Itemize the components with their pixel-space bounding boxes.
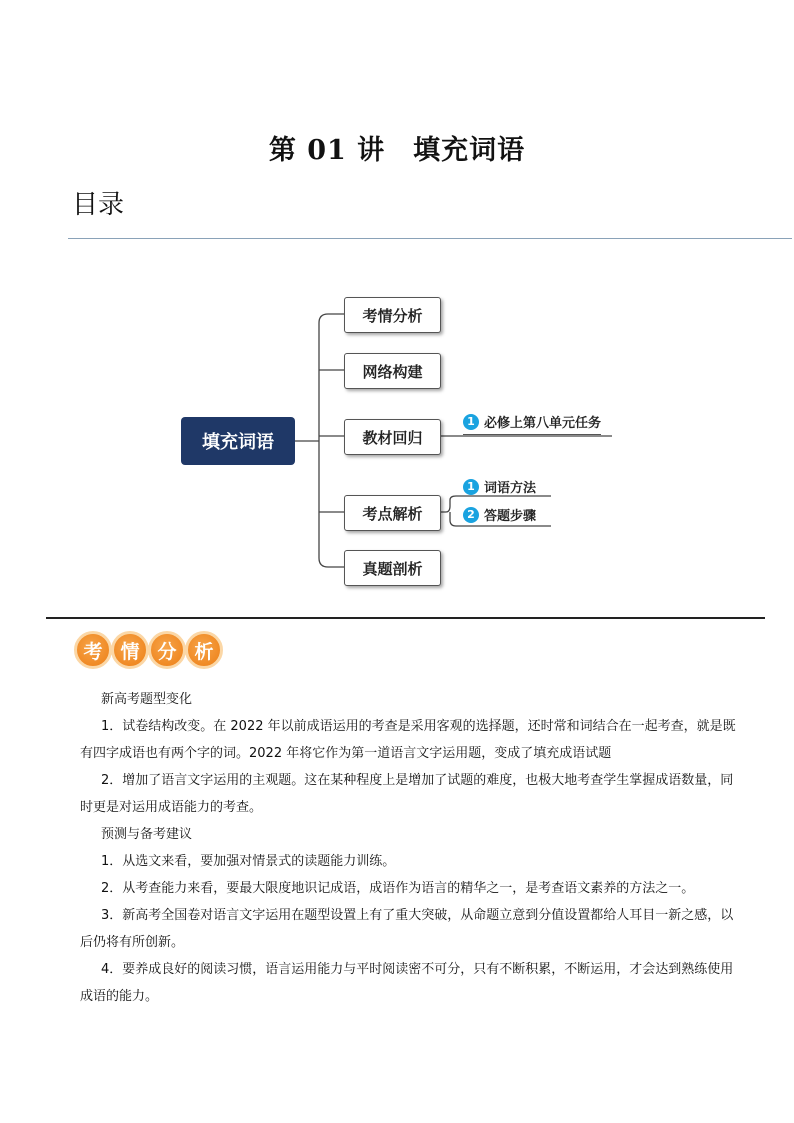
mindmap-leaf-keypoint-1	[463, 477, 536, 499]
mindmap-branch-exam-analysis: 考情分析	[344, 297, 441, 333]
toc-heading: 目录	[72, 190, 125, 220]
paragraph: 1．从选文来看，要加强对情景式的读题能力训练。	[101, 854, 396, 869]
page-title: 第 01 讲 填充词语	[268, 135, 526, 166]
leaf-label: 答题步骤	[484, 509, 537, 524]
section-badge-char: 析	[185, 631, 223, 669]
mindmap-root: 填充词语	[181, 417, 295, 465]
number-badge-icon: 2	[463, 507, 479, 523]
paragraph: 2．增加了语言文字运用的主观题。这在某种程度上是增加了试题的难度，也极大地考查学生掌握成语数量，同时更是对运用成语能力的考查。	[80, 773, 734, 815]
section-divider	[46, 617, 765, 619]
section-badge-char: 情	[111, 631, 149, 669]
mindmap-branch-real-questions: 真题剖析	[344, 550, 441, 586]
leaf-label: 词语方法	[484, 481, 537, 496]
mindmap-branch-key-points: 考点解析	[344, 495, 441, 531]
mindmap-branch-network: 网络构建	[344, 353, 441, 389]
paragraph: 1．试卷结构改变。在 2022 年以前成语运用的考查是采用客观的选择题，还时常和词结合在一起考查，就是既有四字成语也有两个字的词。2022 年将它作为第一道语言文字运用题，变成了填充成语试题	[80, 719, 736, 761]
paragraph: 2．从考查能力来看，要最大限度地识记成语，成语作为语言的精华之一，是考查语文素养的方法之一。	[101, 881, 695, 896]
subheading: 新高考题型变化	[101, 692, 193, 707]
leaf-label: 必修上第八单元任务	[484, 416, 602, 431]
paragraph: 4．要养成良好的阅读习惯，语言运用能力与平时阅读密不可分，只有不断积累，不断运用，才会达到熟练使用成语的能力。	[80, 962, 734, 1004]
paragraph: 3．新高考全国卷对语言文字运用在题型设置上有了重大突破，从命题立意到分值设置都给人耳目一新之感，以后仍将有所创新。	[80, 908, 734, 950]
mindmap-leaf-keypoint-2	[463, 505, 536, 527]
exam-analysis-content	[80, 686, 740, 1010]
number-badge-icon: 1	[463, 479, 479, 495]
section-badge	[74, 631, 222, 669]
subheading: 预测与备考建议	[101, 827, 193, 842]
mindmap-leaf-textbook-1	[463, 412, 601, 435]
mindmap-branch-textbook: 教材回归	[344, 419, 441, 455]
section-badge-char: 分	[148, 631, 186, 669]
section-badge-char: 考	[74, 631, 112, 669]
number-badge-icon: 1	[463, 414, 479, 430]
